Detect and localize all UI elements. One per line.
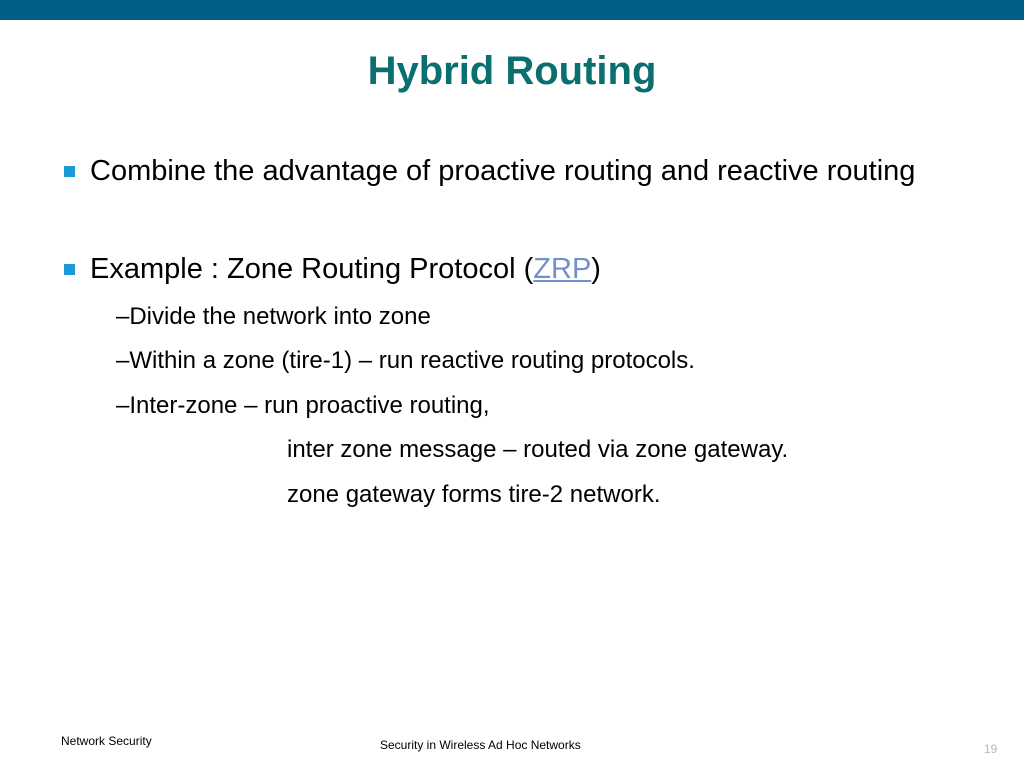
footer-center-label: Security in Wireless Ad Hoc Networks	[380, 738, 581, 752]
bullet-item-combine	[64, 153, 964, 233]
bullet-text: Combine the advantage of proactive routing and reactive routing	[90, 155, 916, 187]
top-banner-bar	[0, 0, 1024, 20]
square-bullet-icon	[64, 264, 75, 275]
bullet-text-after-link: )	[591, 253, 601, 285]
continuation-line-gateway-routing: inter zone message – routed via zone gateway.	[287, 436, 789, 463]
square-bullet-icon	[64, 166, 75, 177]
footer-left-label: Network Security	[61, 734, 152, 748]
continuation-line-tire2: zone gateway forms tire-2 network.	[287, 481, 661, 508]
zrp-link[interactable]: ZRP	[533, 253, 592, 285]
sub-item-divide: –Divide the network into zone	[116, 303, 431, 330]
sub-item-within-zone: –Within a zone (tire-1) – run reactive routing protocols.	[116, 347, 695, 374]
page-number: 19	[984, 742, 998, 756]
bullet-text	[90, 251, 960, 288]
slide-title: Hybrid Routing	[367, 49, 657, 93]
bullet-text-before-link: Example : Zone Routing Protocol (	[90, 253, 534, 285]
sub-item-inter-zone: –Inter-zone – run proactive routing,	[116, 392, 490, 419]
bullet-item-example	[64, 251, 964, 291]
